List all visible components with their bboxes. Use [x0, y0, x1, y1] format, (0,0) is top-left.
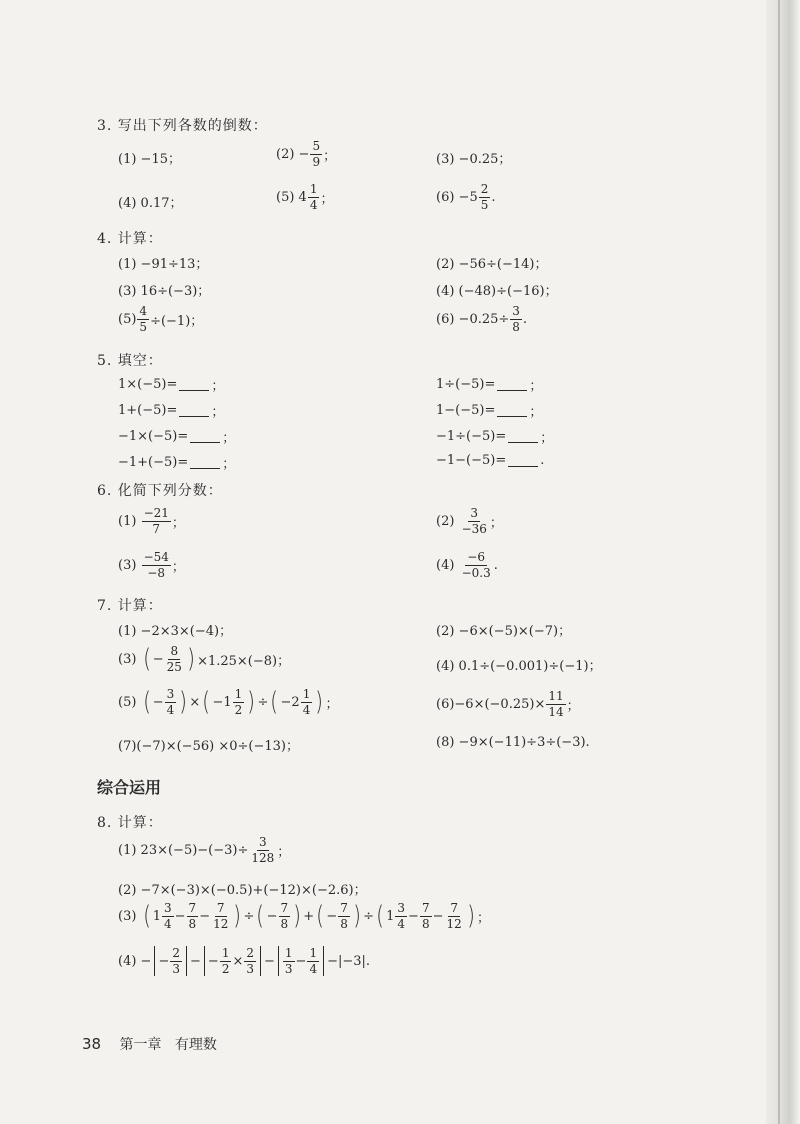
left-paren: ( — [142, 644, 151, 675]
right-paren: ) — [179, 687, 188, 718]
q8-item-3-f3-den: 12 — [213, 916, 229, 931]
q8-item-4-tail: −3 — [342, 953, 362, 969]
section-title: 综合运用 — [97, 778, 162, 797]
q8-item-3-f6 — [395, 902, 407, 930]
q7-heading: 7. 计算： — [97, 598, 163, 614]
page-edge-shadow — [766, 0, 800, 1124]
q8-item-1 — [118, 836, 290, 864]
q6-item-2-num: 3 — [470, 506, 479, 520]
q8-item-3-f4-den: 8 — [280, 916, 289, 931]
q3-item-4: (4) 0.17； — [118, 196, 183, 211]
q5-right-4-end: . — [540, 453, 545, 468]
q5-right-2-expr: 1−(−5)= — [436, 403, 496, 418]
q6-item-3-den: −8 — [147, 565, 166, 580]
q3-heading: 3. 写出下列各数的倒数： — [97, 118, 268, 134]
q7-item-5-c-den: 4 — [302, 702, 311, 717]
q4-item-6-fraction — [510, 305, 522, 333]
q4-item-3: (3) 16÷(−3)； — [118, 284, 211, 299]
q7-item-5: (5) ( − $\frac{3}{4}$ ) × ( −1 $\frac{1}{2}$ ) ÷ ( −2 $\frac{1}{4}$ ) ； — [118, 687, 339, 718]
q3-item-5-fraction — [308, 183, 320, 211]
q8-item-1-prefix: (1) 23×(−5)−(−3)÷ — [118, 842, 249, 858]
q5-left-1 — [118, 375, 224, 394]
q7-item-3-den: 25 — [166, 659, 182, 674]
q7-item-3: (3) ( − $\frac{8}{25}$ ) ×1.25×(−8)； — [118, 644, 291, 675]
q8-item-3-f5-num: 7 — [340, 901, 348, 915]
q7-item-5-c-num: 1 — [302, 687, 311, 701]
q7-item-6 — [436, 690, 580, 718]
q5-right-1 — [436, 375, 542, 394]
q8-item-3-f7-num: 7 — [421, 901, 430, 915]
q4-item-5-suffix: ÷(−1)； — [150, 313, 204, 329]
q8-item-3-f1-num: 3 — [164, 901, 172, 915]
q4-item-5-den: 5 — [139, 319, 148, 334]
q6-item-1-fraction — [142, 507, 171, 535]
q4-item-1: (1) −91÷13； — [118, 257, 209, 272]
q8-item-3-f4-num: 7 — [280, 901, 289, 915]
q8-item-2: (2) −7×(−3)×(−0.5)+(−12)×(−2.6)； — [118, 883, 367, 898]
q7-item-5-c-whole: −2 — [280, 694, 300, 710]
q6-item-1-suffix: ； — [171, 515, 185, 531]
left-paren: ( — [142, 687, 151, 718]
q6-item-2-den: −36 — [461, 521, 487, 536]
q7-item-5-fraction-a — [165, 688, 177, 716]
q3-item-2-fraction — [310, 140, 322, 168]
q3-item-6-suffix: . — [491, 189, 496, 205]
page-footer — [82, 1034, 217, 1054]
left-paren: ( — [376, 901, 384, 932]
q8-item-4: (4) − − $\frac{2}{3}$ − − $\frac{1}{2}$ × $\frac{2}{3}$ − $\frac{1}{3}$ − $\frac{1}{4}$ −| −3 |. — [118, 945, 371, 976]
abs-bar — [278, 946, 279, 976]
q5-left-4-expr: −1+(−5)= — [118, 455, 189, 470]
q3-item-5-den: 4 — [309, 197, 318, 212]
q5-right-2-end: ； — [529, 405, 543, 420]
q6-item-2-suffix: ； — [489, 515, 503, 531]
q8-item-3-f8 — [445, 902, 464, 930]
q8-item-3-f5-den: 8 — [340, 916, 348, 931]
q7-item-5-fraction-c — [301, 688, 313, 716]
q5-heading: 5. 填空： — [97, 353, 163, 369]
q3-item-1: (1) −15； — [118, 152, 181, 167]
q7-item-3-fraction — [165, 645, 184, 673]
q5-left-1-end: ； — [211, 379, 225, 394]
page-number: 38 — [82, 1035, 102, 1053]
q5-right-4-expr: −1−(−5)= — [436, 453, 507, 468]
q8-item-1-fraction — [249, 836, 276, 864]
q7-item-7: (7)(−7)×(−56) ×0÷(−13)； — [118, 739, 299, 754]
right-paren: ) — [187, 644, 195, 675]
abs-bar — [186, 946, 187, 976]
q3-item-6-fraction — [479, 183, 491, 211]
q5-left-3-expr: −1×(−5)= — [118, 429, 189, 444]
answer-blank[interactable] — [190, 430, 220, 443]
q7-item-5-prefix: (5) — [118, 694, 137, 710]
q8-item-4-f5-den: 4 — [309, 961, 318, 976]
abs-bar — [323, 946, 324, 976]
q7-item-3-suffix: ×1.25×(−8)； — [197, 653, 291, 669]
q4-item-4: (4) (−48)÷(−16)； — [436, 284, 558, 299]
q7-item-4: (4) 0.1÷(−0.001)÷(−1)； — [436, 659, 602, 674]
q8-item-3-prefix: (3) — [118, 908, 137, 924]
q7-item-1: (1) −2×3×(−4)； — [118, 624, 233, 639]
abs-bar — [154, 946, 155, 976]
q7-item-8: (8) −9×(−11)÷3÷(−3). — [436, 735, 590, 750]
q7-item-3-prefix: (3) — [118, 651, 137, 667]
right-paren: ) — [315, 687, 324, 718]
q5-left-2 — [118, 401, 224, 420]
q8-item-4-prefix: (4) — [118, 953, 137, 969]
q6-item-4-fraction — [460, 551, 493, 579]
answer-blank[interactable] — [508, 430, 538, 443]
q5-right-4 — [436, 453, 544, 468]
q3-item-2-prefix: (2) − — [276, 146, 310, 162]
q3-item-5-num: 1 — [309, 182, 318, 196]
q7-item-6-fraction — [546, 690, 565, 718]
q5-right-1-expr: 1÷(−5)= — [436, 377, 496, 392]
q8-item-4-f1-den: 3 — [172, 961, 180, 976]
q7-item-5-fraction-b — [233, 688, 245, 716]
q8-item-3-f3 — [211, 902, 230, 930]
q4-item-5-prefix: (5) — [118, 311, 137, 327]
q7-item-6-den: 14 — [548, 704, 564, 719]
left-paren: ( — [256, 901, 265, 932]
page-edge-line — [778, 0, 780, 1124]
q8-item-3-f5 — [338, 902, 350, 930]
q6-item-2-prefix: (2) — [436, 513, 455, 529]
q6-item-1-den: 7 — [152, 521, 161, 536]
q6-item-3-suffix: ； — [171, 559, 185, 575]
q8-item-3-f3-num: 7 — [216, 901, 225, 915]
q8-item-3-f2-num: 7 — [188, 901, 197, 915]
q3-item-6-prefix: (6) −5 — [436, 189, 478, 205]
q4-item-6-den: 8 — [512, 319, 520, 334]
q5-left-2-expr: 1+(−5)= — [118, 403, 178, 418]
q5-left-3-end: ； — [222, 431, 236, 446]
q4-item-5-num: 4 — [139, 304, 148, 318]
q8-item-4-f1-num: 2 — [172, 945, 180, 960]
answer-blank[interactable] — [179, 378, 209, 391]
q5-right-3-expr: −1÷(−5)= — [436, 429, 507, 444]
q8-item-3-f4 — [279, 902, 291, 930]
answer-blank[interactable] — [497, 404, 527, 417]
q4-item-5-fraction — [137, 305, 149, 333]
q5-right-3 — [436, 427, 553, 446]
q8-item-4-f3 — [244, 947, 256, 975]
q6-item-4 — [436, 551, 498, 579]
chapter-label: 第一章 — [119, 1037, 162, 1053]
q8-item-1-suffix: ； — [277, 844, 291, 860]
q4-item-5 — [118, 305, 203, 333]
q6-item-3-fraction — [142, 551, 171, 579]
q6-item-2-fraction — [460, 507, 489, 535]
q4-item-6 — [436, 305, 527, 333]
q6-heading: 6. 化简下列分数： — [97, 483, 223, 499]
q8-item-3-f1-den: 4 — [164, 916, 172, 931]
q5-left-4 — [118, 453, 235, 472]
q4-item-6-prefix: (6) −0.25÷ — [436, 311, 510, 327]
q6-item-3 — [118, 551, 185, 579]
q3-item-5-suffix: ； — [320, 191, 334, 207]
q8-item-1-num: 3 — [259, 835, 267, 849]
q3-item-2-suffix: ； — [323, 148, 337, 164]
q8-item-3-f6-den: 4 — [397, 916, 406, 931]
q3-item-3: (3) −0.25； — [436, 152, 512, 167]
q5-right-3-end: ； — [540, 431, 554, 446]
q8-item-3-f2-den: 8 — [188, 916, 197, 931]
q5-right-2 — [436, 401, 542, 420]
q8-item-1-den: 128 — [251, 850, 275, 865]
chapter-title: 有理数 — [174, 1037, 217, 1053]
right-paren: ) — [467, 901, 475, 932]
q8-item-3-f2 — [187, 902, 199, 930]
q4-item-2: (2) −56÷(−14)； — [436, 257, 548, 272]
q8-item-4-f4-num: 1 — [284, 945, 293, 960]
q6-item-1-num: −21 — [143, 506, 169, 520]
q6-item-4-num: −6 — [467, 550, 485, 564]
q8-item-4-f4-den: 3 — [284, 961, 293, 976]
q7-item-6-prefix: (6)−6×(−0.25)× — [436, 696, 546, 712]
q6-item-1-prefix: (1) — [118, 513, 137, 529]
q8-item-3-f7-den: 8 — [421, 916, 430, 931]
q3-item-6-num: 2 — [480, 182, 489, 196]
q8-item-4-f2-num: 1 — [221, 945, 230, 960]
q6-item-4-den: −0.3 — [461, 565, 491, 580]
right-paren: ) — [353, 901, 361, 932]
q6-item-4-prefix: (4) — [436, 557, 455, 573]
q3-item-6 — [436, 183, 496, 211]
left-paren: ( — [142, 901, 151, 932]
q8-item-3-f8-num: 7 — [450, 901, 458, 915]
q8-item-4-f5 — [307, 947, 319, 975]
right-paren: ) — [233, 901, 242, 932]
answer-blank[interactable] — [497, 378, 527, 391]
answer-blank[interactable] — [190, 456, 220, 469]
q7-item-5-b-whole: −1 — [212, 694, 232, 710]
q6-item-3-prefix: (3) — [118, 557, 137, 573]
q3-item-5-prefix: (5) 4 — [276, 189, 307, 205]
q3-item-6-den: 5 — [480, 197, 489, 212]
q8-item-4-f4 — [283, 947, 295, 975]
q8-item-4-f5-num: 1 — [309, 945, 318, 960]
right-paren: ) — [247, 687, 256, 718]
q5-left-1-expr: 1×(−5)= — [118, 377, 178, 392]
q7-item-5-b-den: 2 — [234, 702, 243, 717]
q5-left-3 — [118, 427, 235, 446]
q7-item-3-num: 8 — [170, 644, 179, 658]
q6-item-1 — [118, 507, 185, 535]
q3-item-5 — [276, 183, 333, 211]
q8-item-4-f2-den: 2 — [221, 961, 230, 976]
q8-item-3: (3) ( 1 $\frac{3}{4}$ − $\frac{7}{8}$ − $\frac{7}{12}$ ) ÷ ( − $\frac{7}{8}$ ) + ( − $\frac{7}{8}$ ) ÷ ( 1 $\frac{3}{4}$ − $\frac{7}{8}$ − $\frac{7}{12}$ ) ； — [118, 901, 490, 932]
left-paren: ( — [270, 687, 279, 718]
q4-heading: 4. 计算： — [97, 231, 163, 247]
q3-item-2 — [276, 140, 336, 168]
q8-item-3-f8-den: 12 — [446, 916, 462, 931]
q3-item-2-num: 5 — [312, 139, 321, 153]
q8-item-3-f7 — [420, 902, 432, 930]
q7-item-5-a-num: 3 — [166, 687, 175, 701]
q8-item-4-f3-den: 3 — [246, 961, 254, 976]
q4-item-6-suffix: . — [522, 311, 528, 327]
q6-item-2 — [436, 507, 503, 535]
answer-blank[interactable] — [508, 454, 538, 467]
q7-item-2: (2) −6×(−5)×(−7)； — [436, 624, 572, 639]
q8-item-4-f3-num: 2 — [246, 945, 254, 960]
q8-item-3-f6-num: 3 — [397, 901, 406, 915]
left-paren: ( — [316, 901, 325, 932]
answer-blank[interactable] — [179, 404, 209, 417]
abs-bar — [204, 946, 205, 976]
q7-item-5-b-num: 1 — [234, 687, 243, 701]
q7-item-6-num: 11 — [548, 689, 564, 703]
right-paren: ) — [293, 901, 302, 932]
q4-item-6-num: 3 — [512, 304, 520, 318]
q8-item-4-f2 — [220, 947, 232, 975]
q8-item-3-f1 — [162, 902, 174, 930]
q7-item-5-a-den: 4 — [166, 702, 175, 717]
q8-item-4-f1 — [170, 947, 182, 975]
q6-item-4-suffix: . — [493, 557, 498, 573]
left-paren: ( — [202, 687, 211, 718]
q5-left-4-end: ； — [222, 457, 236, 472]
abs-bar — [260, 946, 261, 976]
q7-item-6-suffix: ； — [566, 698, 580, 714]
q3-item-2-den: 9 — [312, 154, 321, 169]
q8-heading: 8. 计算： — [97, 815, 163, 831]
q6-item-3-num: −54 — [143, 550, 169, 564]
q5-left-2-end: ； — [211, 405, 225, 420]
q5-right-1-end: ； — [529, 379, 543, 394]
